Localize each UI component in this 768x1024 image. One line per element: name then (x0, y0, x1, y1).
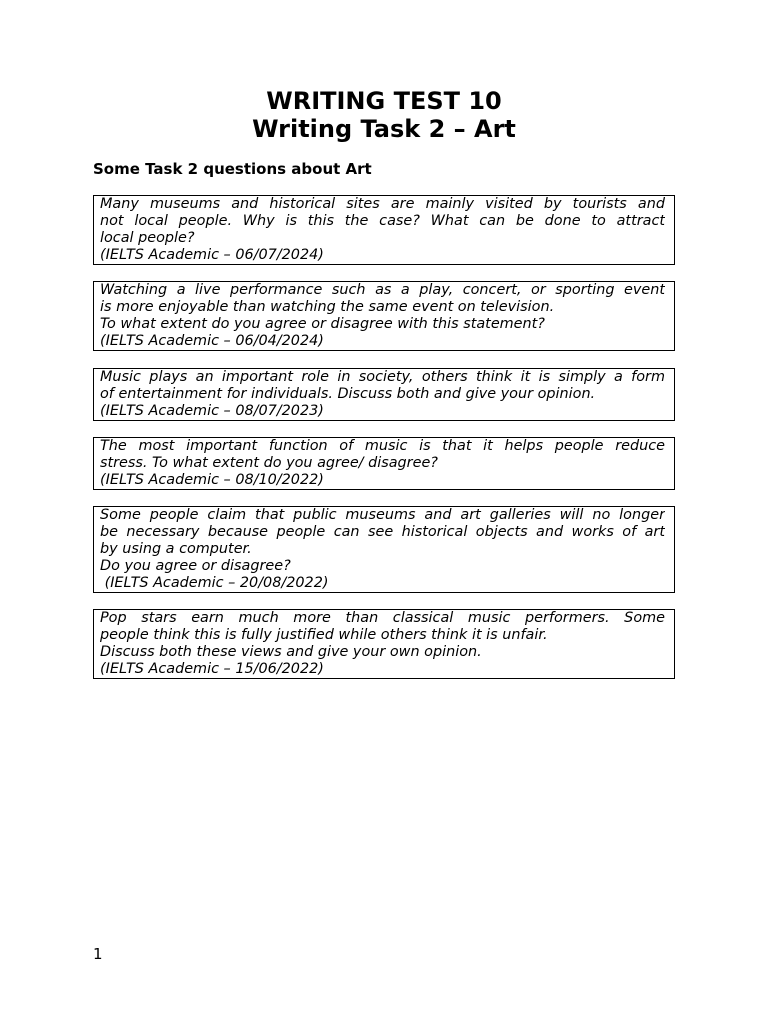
question-source: (IELTS Academic – 06/04/2024) (100, 333, 324, 349)
question-box-3 (93, 368, 675, 421)
question-source: (IELTS Academic – 08/07/2023) (100, 403, 324, 419)
question-source: (IELTS Academic – 08/10/2022) (100, 472, 324, 488)
question-text-line: is more enjoyable than watching the same event on television. (100, 299, 555, 315)
page-number: 1 (93, 945, 103, 963)
question-source: (IELTS Academic – 20/08/2022) (100, 575, 329, 591)
question-text-line: local people? (100, 230, 195, 246)
question-text-line: Many museums and historical sites are mainly visited by tourists and (100, 196, 665, 212)
question-box-1 (93, 195, 675, 265)
question-text-line: Watching a live performance such as a play, concert, or sporting event (100, 282, 665, 298)
question-text-line: The most important function of music is that it helps people reduce (100, 438, 665, 454)
question-source: (IELTS Academic – 06/07/2024) (100, 247, 324, 263)
question-text-line: not local people. Why is this the case? What can be done to attract (100, 213, 665, 229)
question-source: (IELTS Academic – 15/06/2022) (100, 661, 324, 677)
question-text-line: Some people claim that public museums and art galleries will no longer (100, 507, 665, 523)
document-title: WRITING TEST 10 (266, 87, 502, 115)
question-text-line: Do you agree or disagree? (100, 558, 291, 574)
question-box-5 (93, 506, 675, 593)
question-box-4 (93, 437, 675, 490)
question-text-line: of entertainment for individuals. Discuss both and give your opinion. (100, 386, 596, 402)
question-box-6 (93, 609, 675, 679)
question-text-line: Pop stars earn much more than classical music performers. Some (100, 610, 665, 626)
question-text-line: Music plays an important role in society, others think it is simply a form (100, 369, 665, 385)
question-text-line: stress. To what extent do you agree/ disagree? (100, 455, 438, 471)
question-text-line: Discuss both these views and give your own opinion. (100, 644, 482, 660)
question-box-2 (93, 281, 675, 351)
section-heading: Some Task 2 questions about Art (93, 160, 372, 178)
question-text-line: by using a computer. (100, 541, 252, 557)
document-subtitle: Writing Task 2 – Art (252, 115, 516, 143)
question-text-line: be necessary because people can see historical objects and works of art (100, 524, 665, 540)
question-text-line: To what extent do you agree or disagree with this statement? (100, 316, 545, 332)
question-text-line: people think this is fully justified while others think it is unfair. (100, 627, 548, 643)
